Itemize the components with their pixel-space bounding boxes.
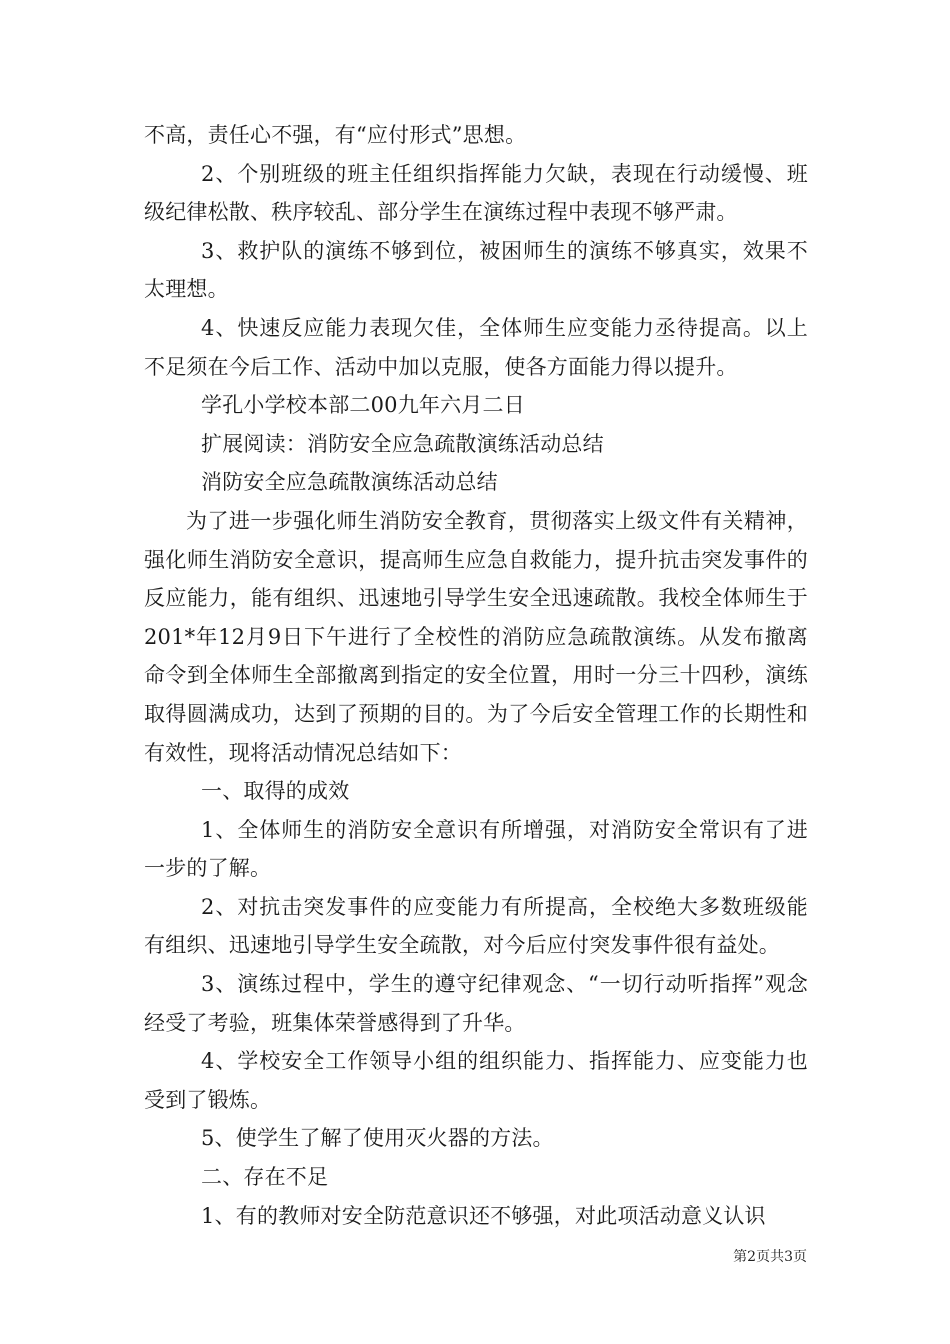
extended-reading-label: 扩展阅读：消防安全应急疏散演练活动总结 (201, 431, 604, 456)
signature-line: 学孔小学校本部二00九年六月二日 (201, 393, 525, 418)
heading-shortcomings: 二、存在不足 (201, 1165, 329, 1190)
paragraph-shortcoming-1: 1、有的教师对安全防范意识还不够强，对此项活动意义认识 (201, 1203, 766, 1228)
paragraph-achievement-3: 3、演练过程中，学生的遵守纪律观念、“一切行动听指挥”观念经受了考验，班集体荣誉感得到了升华。 (144, 972, 808, 1035)
page-number: 第2页共3页 (733, 1249, 807, 1265)
paragraph-achievement-5: 5、使学生了解了使用灭火器的方法。 (201, 1126, 554, 1151)
paragraph-shortcoming-2: 2、个别班级的班主任组织指挥能力欠缺，表现在行动缓慢、班级纪律松散、秩序较乱、部分学生在演练过程中表现不够严肃。 (144, 161, 808, 225)
heading-achievements: 一、取得的成效 (201, 779, 350, 804)
paragraph-achievement-4: 4、学校安全工作领导小组的组织能力、指挥能力、应变能力也受到了锻炼。 (144, 1049, 808, 1112)
section-title: 消防安全应急疏散演练活动总结 (201, 470, 498, 495)
paragraph-shortcoming-4: 4、快速反应能力表现欠佳，全体师生应变能力丞待提高。以上不足须在今后工作、活动中加以克服，使各方面能力得以提升。 (144, 315, 808, 379)
paragraph-continuation: 不高，责任心不强，有“应付形式”思想。 (144, 123, 527, 147)
paragraph-shortcoming-3: 3、救护队的演练不够到位，被困师生的演练不够真实，效果不太理想。 (144, 238, 808, 302)
paragraph-intro: 为了进一步强化师生消防安全教育，贯彻落实上级文件有关精神，强化师生消防安全意识，提高师生应急自救能力，提升抗击突发事件的反应能力，能有组织、迅速地引导学生安全迅速疏散。我校全体师生于201*年12月9日下午进行了全校性的消防应急疏散演练。从发布撤离命令到全体师生全部撤离到指定的安全位置，用时一分三十四秒，演练取得圆满成功，达到了预期的目的。为了今后安全管理工作的长期性和有效性，现将活动情况总结如下： (144, 508, 808, 765)
paragraph-achievement-2: 2、对抗击突发事件的应变能力有所提高，全校绝大多数班级能有组织、迅速地引导学生安全疏散，对今后应付突发事件很有益处。 (144, 894, 808, 958)
document-body (144, 116, 808, 1235)
paragraph-achievement-1: 1、全体师生的消防安全意识有所增强，对消防安全常识有了进一步的了解。 (144, 817, 808, 881)
